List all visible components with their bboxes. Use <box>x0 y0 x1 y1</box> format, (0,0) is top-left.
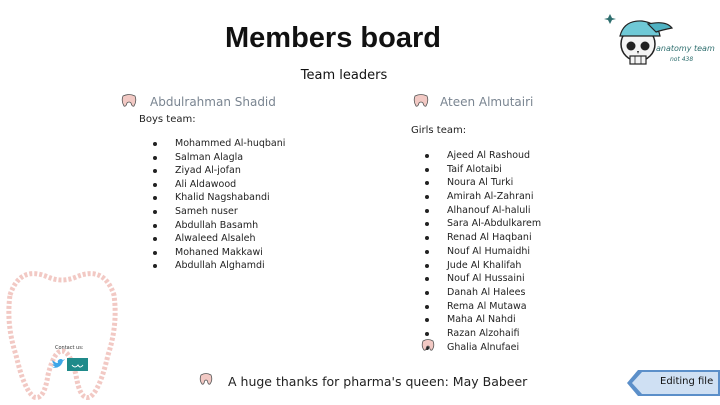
thanks-message: A huge thanks for pharma's queen: May Babeer <box>228 374 528 389</box>
skull-cap-icon <box>600 6 718 68</box>
editing-file-label: Editing file <box>660 376 714 387</box>
boys-team-label: Boys team: <box>139 114 196 125</box>
team-logo <box>600 6 718 68</box>
girls-members-list <box>425 149 541 354</box>
member-list-item: Renad Al Haqbani <box>425 231 541 245</box>
member-list-item: Ajeed Al Rashoud <box>425 149 541 163</box>
boys-members-list <box>153 137 285 273</box>
member-list-item: Taif Alotaibi <box>425 163 541 177</box>
member-list-item: Noura Al Turki <box>425 176 541 190</box>
tooth-icon <box>120 93 138 109</box>
twitter-bird-icon[interactable] <box>51 358 65 370</box>
member-list-item: Khalid Nagshabandi <box>153 191 285 205</box>
member-list-item: Salman Alagla <box>153 151 285 165</box>
girls-team-label: Girls team: <box>411 125 467 136</box>
member-list-item: Nouf Al Hussaini <box>425 272 541 286</box>
contact-label: Contact us: <box>55 345 84 351</box>
tooth-icon <box>420 338 436 353</box>
logo-text: anatomy team <box>656 44 715 53</box>
member-list-item: Amirah Al-Zahrani <box>425 190 541 204</box>
email-icon[interactable] <box>67 358 88 371</box>
member-list-item: Ghalia Alnufaei <box>425 341 541 355</box>
logo-subtext: not 438 <box>670 56 694 63</box>
tooth-icon <box>198 372 214 387</box>
member-list-item: Alwaleed Alsaleh <box>153 232 285 246</box>
member-list-item: Jude Al Khalifah <box>425 259 541 273</box>
member-list-item: Rema Al Mutawa <box>425 300 541 314</box>
tooth-icon <box>412 93 430 109</box>
member-list-item: Sameh nuser <box>153 205 285 219</box>
member-list-item: Mohaned Makkawi <box>153 246 285 260</box>
large-tooth-outline-icon <box>0 255 130 405</box>
member-list-item: Alhanouf Al-haluli <box>425 204 541 218</box>
boys-leader-name: Abdulrahman Shadid <box>150 95 276 109</box>
member-list-item: Sara Al-Abdulkarem <box>425 217 541 231</box>
page-subtitle: Team leaders <box>300 68 388 83</box>
girls-leader-name: Ateen Almutairi <box>440 95 534 109</box>
member-list-item: Abdullah Basamh <box>153 219 285 233</box>
page-title: Members board <box>225 22 441 54</box>
editing-file-button[interactable] <box>626 369 720 397</box>
member-list-item: Razan Alzohaifi <box>425 327 541 341</box>
member-list-item: Ali Aldawood <box>153 178 285 192</box>
member-list-item: Danah Al Halees <box>425 286 541 300</box>
member-list-item: Mohammed Al-huqbani <box>153 137 285 151</box>
member-list-item: Ziyad Al-jofan <box>153 164 285 178</box>
member-list-item: Maha Al Nahdi <box>425 313 541 327</box>
member-list-item: Nouf Al Humaidhi <box>425 245 541 259</box>
member-list-item: Abdullah Alghamdi <box>153 259 285 273</box>
